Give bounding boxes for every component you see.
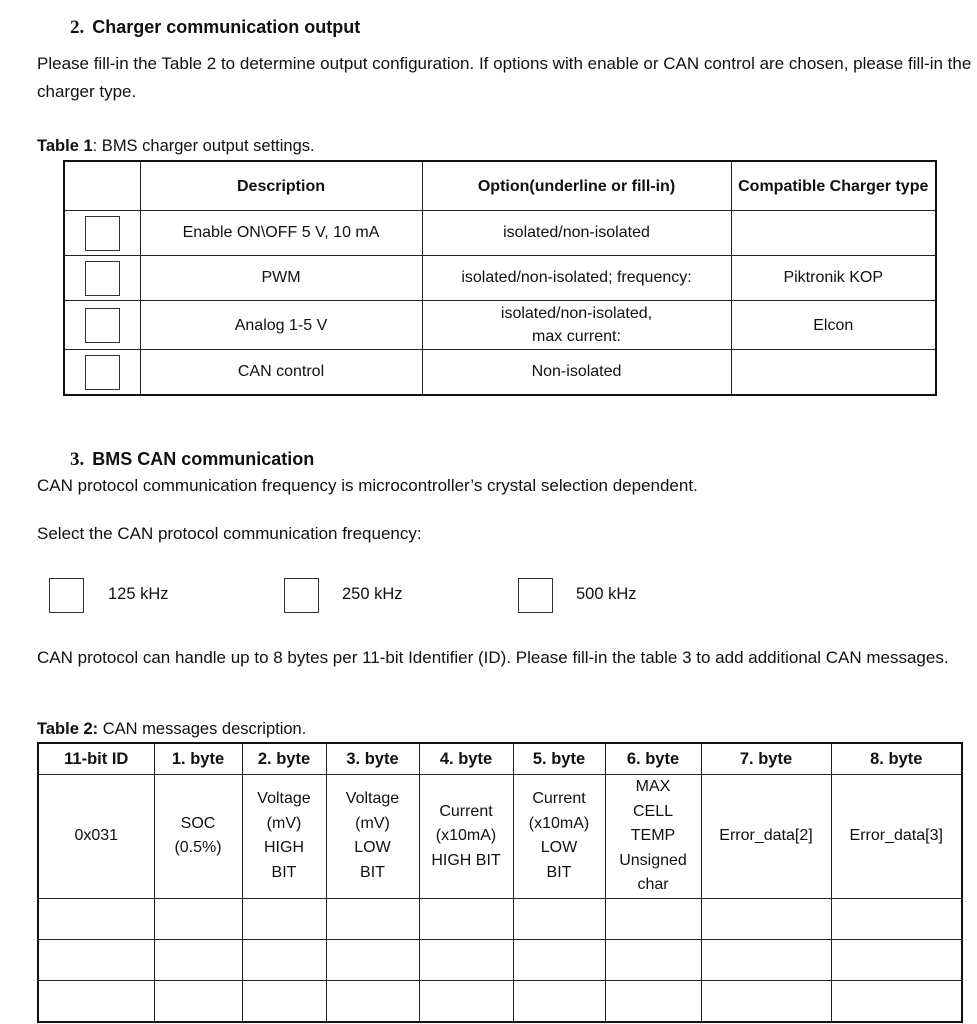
table-2-caption-text: CAN messages description.: [98, 720, 307, 738]
empty-cell[interactable]: [419, 939, 513, 980]
table-header-cell: 4. byte: [419, 743, 513, 775]
empty-cell[interactable]: [605, 939, 701, 980]
byte-2-cell: [242, 775, 326, 899]
option-cell: Non-isolated: [422, 350, 731, 396]
description-cell: CAN control: [140, 350, 422, 396]
table-header-row: [38, 743, 962, 775]
empty-cell[interactable]: [242, 980, 326, 1022]
empty-cell[interactable]: [326, 980, 419, 1022]
freq-500-checkbox[interactable]: [518, 578, 553, 613]
section-3-text-2: Select the CAN protocol communication frequency:: [37, 524, 422, 543]
empty-cell[interactable]: [831, 898, 962, 939]
table-header-cell: 7. byte: [701, 743, 831, 775]
cell-line: SOC: [180, 814, 216, 832]
section-2-text: Please fill-in the Table 2 to determine output configuration. If options with enable or CAN control are chosen, please fill-in the charger type.: [37, 54, 972, 101]
table-header-cell: 5. byte: [513, 743, 605, 775]
freq-250-checkbox[interactable]: [284, 578, 319, 613]
table-row: [64, 301, 936, 350]
empty-table-row: [38, 980, 962, 1022]
cell-line: LOW: [540, 839, 578, 857]
cell-line: Current: [532, 790, 586, 808]
byte-6-cell: [605, 775, 701, 899]
table-1-caption-text: : BMS charger output settings.: [92, 137, 315, 155]
cell-line: (mV): [355, 814, 390, 832]
empty-cell[interactable]: [513, 898, 605, 939]
empty-cell[interactable]: [326, 939, 419, 980]
cell-line: (mV): [266, 814, 302, 832]
empty-cell[interactable]: [154, 939, 242, 980]
charger-type-cell: Elcon: [731, 301, 936, 350]
table-header-cell: 11-bit ID: [38, 743, 154, 775]
table-header-cell: Option(underline or fill-in): [422, 161, 731, 211]
table-header-cell: 8. byte: [831, 743, 962, 775]
empty-cell[interactable]: [513, 939, 605, 980]
byte-5-cell: [513, 775, 605, 899]
table-row: [38, 775, 962, 899]
cell-line: CELL: [632, 802, 674, 820]
byte-7-cell: Error_data[2]: [701, 775, 831, 899]
table-row: [64, 350, 936, 396]
table-header-cell: 2. byte: [242, 743, 326, 775]
table-header-cell: 3. byte: [326, 743, 419, 775]
empty-cell[interactable]: [513, 980, 605, 1022]
description-cell: Enable ON\OFF 5 V, 10 mA: [140, 211, 422, 256]
empty-cell[interactable]: [605, 980, 701, 1022]
table-header-cell: [64, 161, 140, 211]
table-header-cell: 1. byte: [154, 743, 242, 775]
analog-checkbox[interactable]: [85, 308, 120, 343]
section-3-text-1: CAN protocol communication frequency is microcontroller’s crystal selection dependent.: [37, 476, 698, 495]
cell-line: Current: [439, 802, 493, 820]
empty-cell[interactable]: [242, 898, 326, 939]
table-2-caption: [37, 720, 306, 739]
cell-line: BIT: [546, 863, 572, 881]
freq-250-label: 250 kHz: [342, 585, 403, 603]
cell-line: HIGH BIT: [431, 851, 501, 869]
cell-line: MAX: [635, 778, 671, 795]
section-3-text-3: CAN protocol can handle up to 8 bytes per 11-bit Identifier (ID). Please fill-in the table 3 to add additional CAN messages.: [37, 648, 949, 667]
option-cell: isolated/non-isolated: [422, 211, 731, 256]
id-cell: 0x031: [38, 775, 154, 899]
freq-500-label: 500 kHz: [576, 585, 637, 603]
table-row: [64, 211, 936, 256]
empty-cell[interactable]: [38, 980, 154, 1022]
cell-line: (0.5%): [174, 839, 222, 857]
pwm-checkbox[interactable]: [85, 261, 120, 296]
empty-cell[interactable]: [326, 898, 419, 939]
table-header-cell: Description: [140, 161, 422, 211]
empty-cell[interactable]: [831, 980, 962, 1022]
empty-cell[interactable]: [701, 980, 831, 1022]
charger-type-cell[interactable]: [731, 211, 936, 256]
empty-cell[interactable]: [701, 939, 831, 980]
empty-cell[interactable]: [242, 939, 326, 980]
empty-cell[interactable]: [154, 980, 242, 1022]
cell-line: LOW: [354, 839, 391, 857]
table-1-caption-label: Table 1: [37, 137, 93, 155]
cell-line: BIT: [360, 863, 385, 881]
option-line: max current:: [532, 328, 621, 345]
empty-cell[interactable]: [831, 939, 962, 980]
cell-line: (x10mA): [435, 827, 497, 844]
byte-4-cell: [419, 775, 513, 899]
cell-line: char: [637, 876, 669, 893]
enable-onoff-checkbox[interactable]: [85, 216, 120, 251]
table-row: [64, 256, 936, 301]
byte-8-cell: Error_data[3]: [831, 775, 962, 899]
table-1-caption: [37, 137, 315, 156]
byte-1-cell: [154, 775, 242, 899]
charger-type-cell: Piktronik KOP: [731, 256, 936, 301]
section-2-title: Charger communication output: [92, 17, 361, 37]
table-header-row: [64, 161, 936, 211]
table-header-cell: Compatible Charger type: [731, 161, 936, 211]
empty-cell[interactable]: [419, 980, 513, 1022]
section-3-title: BMS CAN communication: [92, 449, 315, 469]
option-line: isolated/non-isolated,: [500, 305, 653, 322]
can-control-checkbox[interactable]: [85, 355, 120, 390]
cell-line: TEMP: [630, 827, 676, 844]
empty-table-row: [38, 898, 962, 939]
table-2-caption-label: Table 2:: [37, 720, 99, 738]
empty-cell[interactable]: [701, 898, 831, 939]
empty-cell[interactable]: [605, 898, 701, 939]
section-3-heading: [70, 449, 314, 471]
empty-cell[interactable]: [154, 898, 242, 939]
freq-125-checkbox[interactable]: [49, 578, 84, 613]
section-2-number: 2.: [70, 17, 85, 38]
cell-line: (x10mA): [528, 814, 590, 832]
cell-line: Unsigned: [619, 851, 687, 869]
cell-line: HIGH: [264, 839, 304, 857]
description-cell: PWM: [140, 256, 422, 301]
cell-line: Voltage: [257, 790, 311, 808]
charger-type-cell[interactable]: [731, 350, 936, 396]
description-cell: Analog 1-5 V: [140, 301, 422, 350]
option-cell: isolated/non-isolated; frequency:: [422, 256, 731, 301]
empty-cell[interactable]: [419, 898, 513, 939]
freq-125-label: 125 kHz: [108, 585, 169, 603]
can-messages-table: [37, 742, 963, 1023]
empty-cell[interactable]: [38, 898, 154, 939]
option-cell: [422, 301, 731, 350]
empty-table-row: [38, 939, 962, 980]
cell-line: Voltage: [345, 790, 400, 808]
byte-3-cell: [326, 775, 419, 899]
table-header-cell: 6. byte: [605, 743, 701, 775]
empty-cell[interactable]: [38, 939, 154, 980]
cell-line: BIT: [271, 863, 297, 881]
charger-output-table: [63, 160, 937, 396]
section-2-heading: [70, 17, 360, 39]
section-3-number: 3.: [70, 449, 85, 470]
